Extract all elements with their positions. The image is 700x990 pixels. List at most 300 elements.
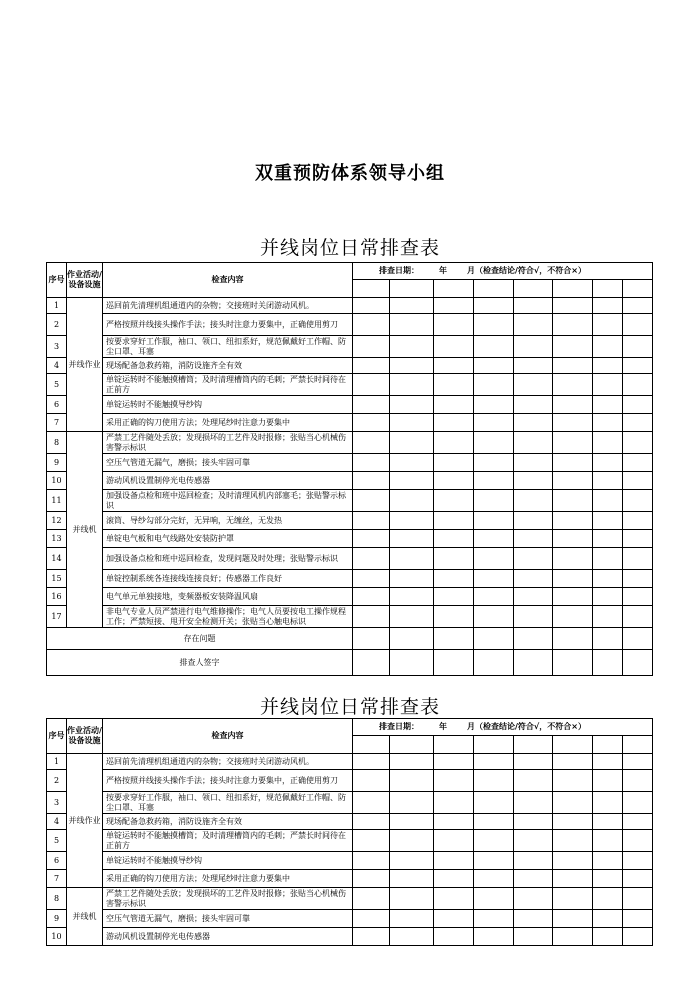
check-item: 现场配备急救药箱，消防设施齐全有效 bbox=[103, 358, 353, 374]
result-cell[interactable] bbox=[434, 792, 474, 814]
result-cell[interactable] bbox=[553, 814, 593, 830]
result-cell[interactable] bbox=[353, 814, 390, 830]
result-cell[interactable] bbox=[553, 374, 593, 396]
result-cell[interactable] bbox=[593, 570, 623, 588]
row-number: 17 bbox=[47, 606, 67, 628]
result-cell[interactable] bbox=[390, 928, 434, 946]
result-cell[interactable] bbox=[553, 792, 593, 814]
table-row bbox=[47, 754, 653, 770]
result-cell[interactable] bbox=[474, 852, 514, 870]
issues-cell[interactable] bbox=[434, 628, 474, 650]
day-header-cell[interactable] bbox=[434, 736, 474, 754]
result-cell[interactable] bbox=[514, 530, 553, 548]
result-cell[interactable] bbox=[474, 396, 514, 414]
table-row bbox=[47, 830, 653, 852]
result-cell[interactable] bbox=[553, 870, 593, 888]
issues-cell[interactable] bbox=[593, 628, 623, 650]
legend-label: （检查结论/符合√，不符合×） bbox=[475, 722, 586, 731]
seq-header: 序号 bbox=[47, 263, 67, 298]
issues-cell[interactable] bbox=[474, 628, 514, 650]
result-cell[interactable] bbox=[390, 830, 434, 852]
result-cell[interactable] bbox=[514, 928, 553, 946]
result-cell[interactable] bbox=[353, 870, 390, 888]
result-cell[interactable] bbox=[474, 358, 514, 374]
result-cell[interactable] bbox=[474, 830, 514, 852]
row-number: 10 bbox=[47, 472, 67, 490]
result-cell[interactable] bbox=[623, 374, 653, 396]
check-item: 滚筒、导纱勾部分完好，无异响，无缠丝，无发热 bbox=[103, 512, 353, 530]
row-number: 10 bbox=[47, 928, 67, 946]
result-cell[interactable] bbox=[593, 396, 623, 414]
result-cell[interactable] bbox=[353, 888, 390, 910]
result-cell[interactable] bbox=[623, 570, 653, 588]
result-cell[interactable] bbox=[474, 512, 514, 530]
result-cell[interactable] bbox=[474, 606, 514, 628]
signature-cell[interactable] bbox=[474, 650, 514, 676]
activity-group: 并线机 bbox=[67, 432, 103, 628]
result-cell[interactable] bbox=[593, 754, 623, 770]
result-cell[interactable] bbox=[553, 928, 593, 946]
result-cell[interactable] bbox=[434, 512, 474, 530]
day-header-cell[interactable] bbox=[553, 736, 593, 754]
result-cell[interactable] bbox=[553, 588, 593, 606]
issues-cell[interactable] bbox=[390, 628, 434, 650]
day-header-cell[interactable] bbox=[390, 280, 434, 298]
year-label: 年 bbox=[439, 722, 447, 731]
result-cell[interactable] bbox=[474, 298, 514, 314]
result-cell[interactable] bbox=[623, 414, 653, 432]
result-cell[interactable] bbox=[353, 414, 390, 432]
result-cell[interactable] bbox=[514, 298, 553, 314]
result-cell[interactable] bbox=[434, 548, 474, 570]
row-number: 2 bbox=[47, 770, 67, 792]
result-cell[interactable] bbox=[474, 570, 514, 588]
issues-cell[interactable] bbox=[514, 628, 553, 650]
table-row bbox=[47, 358, 653, 374]
result-cell[interactable] bbox=[514, 754, 553, 770]
result-cell[interactable] bbox=[390, 888, 434, 910]
result-cell[interactable] bbox=[434, 770, 474, 792]
result-cell[interactable] bbox=[474, 588, 514, 606]
result-cell[interactable] bbox=[434, 472, 474, 490]
result-cell[interactable] bbox=[593, 414, 623, 432]
table-row bbox=[47, 870, 653, 888]
result-cell[interactable] bbox=[390, 490, 434, 512]
result-cell[interactable] bbox=[514, 792, 553, 814]
result-cell[interactable] bbox=[474, 472, 514, 490]
result-cell[interactable] bbox=[553, 472, 593, 490]
result-cell[interactable] bbox=[474, 548, 514, 570]
result-cell[interactable] bbox=[593, 472, 623, 490]
table-row bbox=[47, 888, 653, 910]
result-cell[interactable] bbox=[353, 314, 390, 336]
legend-label: （检查结论/符合√，不符合×） bbox=[475, 266, 586, 275]
result-cell[interactable] bbox=[474, 770, 514, 792]
result-cell[interactable] bbox=[593, 530, 623, 548]
result-cell[interactable] bbox=[553, 910, 593, 928]
result-cell[interactable] bbox=[514, 490, 553, 512]
table-row bbox=[47, 770, 653, 792]
result-cell[interactable] bbox=[390, 472, 434, 490]
result-cell[interactable] bbox=[514, 606, 553, 628]
result-cell[interactable] bbox=[623, 830, 653, 852]
result-cell[interactable] bbox=[434, 314, 474, 336]
result-cell[interactable] bbox=[553, 530, 593, 548]
result-cell[interactable] bbox=[593, 374, 623, 396]
result-cell[interactable] bbox=[390, 432, 434, 454]
result-cell[interactable] bbox=[593, 606, 623, 628]
result-cell[interactable] bbox=[514, 374, 553, 396]
result-cell[interactable] bbox=[474, 414, 514, 432]
day-header-cell[interactable] bbox=[474, 280, 514, 298]
result-cell[interactable] bbox=[553, 432, 593, 454]
result-cell[interactable] bbox=[390, 770, 434, 792]
result-cell[interactable] bbox=[353, 770, 390, 792]
check-item: 游动风机设置制停光电传感器 bbox=[103, 472, 353, 490]
result-cell[interactable] bbox=[553, 358, 593, 374]
signature-cell[interactable] bbox=[514, 650, 553, 676]
result-cell[interactable] bbox=[623, 358, 653, 374]
row-number: 6 bbox=[47, 396, 67, 414]
check-item: 单锭运转时不能触摸槽筒；及时清理槽筒内的毛刺；严禁长时间待在正前方 bbox=[103, 374, 353, 396]
result-cell[interactable] bbox=[514, 830, 553, 852]
result-cell[interactable] bbox=[623, 928, 653, 946]
result-cell[interactable] bbox=[353, 336, 390, 358]
result-cell[interactable] bbox=[434, 530, 474, 548]
day-header-cell[interactable] bbox=[623, 736, 653, 754]
result-cell[interactable] bbox=[514, 888, 553, 910]
result-cell[interactable] bbox=[474, 888, 514, 910]
signature-cell[interactable] bbox=[593, 650, 623, 676]
result-cell[interactable] bbox=[474, 454, 514, 472]
result-cell[interactable] bbox=[514, 570, 553, 588]
inspection-date-header bbox=[353, 263, 653, 280]
issues-cell[interactable] bbox=[623, 628, 653, 650]
result-cell[interactable] bbox=[434, 336, 474, 358]
result-cell[interactable] bbox=[474, 432, 514, 454]
day-header-cell[interactable] bbox=[553, 280, 593, 298]
result-cell[interactable] bbox=[353, 548, 390, 570]
result-cell[interactable] bbox=[623, 454, 653, 472]
result-cell[interactable] bbox=[514, 432, 553, 454]
result-cell[interactable] bbox=[390, 570, 434, 588]
date-label: 排查日期： bbox=[379, 266, 419, 275]
result-cell[interactable] bbox=[434, 570, 474, 588]
check-item: 严禁工艺件随处丢放；发现损坏的工艺件及时报修；张贴当心机械伤害警示标识 bbox=[103, 432, 353, 454]
activity-group: 并线机 bbox=[67, 888, 103, 946]
result-cell[interactable] bbox=[474, 928, 514, 946]
result-cell[interactable] bbox=[474, 336, 514, 358]
result-cell[interactable] bbox=[593, 314, 623, 336]
month-label: 月 bbox=[467, 266, 475, 275]
signature-cell[interactable] bbox=[353, 650, 390, 676]
result-cell[interactable] bbox=[390, 606, 434, 628]
result-cell[interactable] bbox=[434, 606, 474, 628]
result-cell[interactable] bbox=[353, 754, 390, 770]
result-cell[interactable] bbox=[434, 888, 474, 910]
result-cell[interactable] bbox=[623, 606, 653, 628]
result-cell[interactable] bbox=[434, 374, 474, 396]
row-number: 16 bbox=[47, 588, 67, 606]
result-cell[interactable] bbox=[623, 888, 653, 910]
result-cell[interactable] bbox=[553, 396, 593, 414]
result-cell[interactable] bbox=[623, 770, 653, 792]
table-row bbox=[47, 374, 653, 396]
result-cell[interactable] bbox=[434, 910, 474, 928]
result-cell[interactable] bbox=[553, 414, 593, 432]
result-cell[interactable] bbox=[434, 358, 474, 374]
result-cell[interactable] bbox=[553, 888, 593, 910]
result-cell[interactable] bbox=[623, 870, 653, 888]
result-cell[interactable] bbox=[434, 928, 474, 946]
check-item: 非电气专业人员严禁进行电气维修操作；电气人员要按电工操作规程工作；严禁短接、甩开安全检测开关；张贴当心触电标识 bbox=[103, 606, 353, 628]
result-cell[interactable] bbox=[514, 314, 553, 336]
signature-cell[interactable] bbox=[434, 650, 474, 676]
result-cell[interactable] bbox=[593, 770, 623, 792]
result-cell[interactable] bbox=[623, 472, 653, 490]
result-cell[interactable] bbox=[514, 396, 553, 414]
row-number: 3 bbox=[47, 336, 67, 358]
result-cell[interactable] bbox=[593, 910, 623, 928]
result-cell[interactable] bbox=[353, 530, 390, 548]
result-cell[interactable] bbox=[353, 472, 390, 490]
result-cell[interactable] bbox=[434, 754, 474, 770]
result-cell[interactable] bbox=[623, 396, 653, 414]
result-cell[interactable] bbox=[623, 314, 653, 336]
result-cell[interactable] bbox=[553, 606, 593, 628]
row-number: 12 bbox=[47, 512, 67, 530]
result-cell[interactable] bbox=[593, 336, 623, 358]
result-cell[interactable] bbox=[390, 814, 434, 830]
result-cell[interactable] bbox=[390, 852, 434, 870]
result-cell[interactable] bbox=[553, 754, 593, 770]
result-cell[interactable] bbox=[623, 792, 653, 814]
result-cell[interactable] bbox=[353, 852, 390, 870]
day-header-cell[interactable] bbox=[353, 280, 390, 298]
result-cell[interactable] bbox=[593, 928, 623, 946]
result-cell[interactable] bbox=[474, 374, 514, 396]
day-header-cell[interactable] bbox=[474, 736, 514, 754]
result-cell[interactable] bbox=[434, 870, 474, 888]
result-cell[interactable] bbox=[390, 870, 434, 888]
result-cell[interactable] bbox=[514, 472, 553, 490]
result-cell[interactable] bbox=[593, 830, 623, 852]
result-cell[interactable] bbox=[623, 432, 653, 454]
result-cell[interactable] bbox=[593, 432, 623, 454]
result-cell[interactable] bbox=[593, 588, 623, 606]
result-cell[interactable] bbox=[434, 490, 474, 512]
result-cell[interactable] bbox=[514, 910, 553, 928]
issues-cell[interactable] bbox=[353, 628, 390, 650]
day-header-cell[interactable] bbox=[514, 736, 553, 754]
result-cell[interactable] bbox=[514, 588, 553, 606]
result-cell[interactable] bbox=[623, 588, 653, 606]
result-cell[interactable] bbox=[553, 512, 593, 530]
result-cell[interactable] bbox=[434, 298, 474, 314]
result-cell[interactable] bbox=[553, 830, 593, 852]
result-cell[interactable] bbox=[593, 870, 623, 888]
result-cell[interactable] bbox=[593, 512, 623, 530]
result-cell[interactable] bbox=[390, 396, 434, 414]
result-cell[interactable] bbox=[353, 396, 390, 414]
result-cell[interactable] bbox=[434, 432, 474, 454]
table-row bbox=[47, 414, 653, 432]
table-row bbox=[47, 814, 653, 830]
result-cell[interactable] bbox=[514, 548, 553, 570]
result-cell[interactable] bbox=[474, 792, 514, 814]
result-cell[interactable] bbox=[514, 814, 553, 830]
result-cell[interactable] bbox=[553, 548, 593, 570]
result-cell[interactable] bbox=[390, 530, 434, 548]
result-cell[interactable] bbox=[390, 336, 434, 358]
check-item: 游动风机设置制停光电传感器 bbox=[103, 928, 353, 946]
year-label: 年 bbox=[439, 266, 447, 275]
result-cell[interactable] bbox=[623, 512, 653, 530]
day-header-cell[interactable] bbox=[434, 280, 474, 298]
sheet-title-2: 并线岗位日常排查表 bbox=[259, 696, 440, 718]
table-row bbox=[47, 472, 653, 490]
result-cell[interactable] bbox=[474, 814, 514, 830]
inspection-table-2 bbox=[46, 718, 653, 946]
check-item: 现场配备急救药箱，消防设施齐全有效 bbox=[103, 814, 353, 830]
month-label: 月 bbox=[467, 722, 475, 731]
result-cell[interactable] bbox=[434, 588, 474, 606]
result-cell[interactable] bbox=[434, 414, 474, 432]
result-cell[interactable] bbox=[474, 910, 514, 928]
result-cell[interactable] bbox=[593, 358, 623, 374]
result-cell[interactable] bbox=[623, 336, 653, 358]
result-cell[interactable] bbox=[514, 870, 553, 888]
issues-cell[interactable] bbox=[553, 628, 593, 650]
result-cell[interactable] bbox=[474, 754, 514, 770]
check-item: 按要求穿好工作服，袖口、领口、纽扣系好，规范佩戴好工作帽、防尘口罩、耳塞 bbox=[103, 792, 353, 814]
row-number: 8 bbox=[47, 432, 67, 454]
result-cell[interactable] bbox=[514, 414, 553, 432]
result-cell[interactable] bbox=[390, 358, 434, 374]
result-cell[interactable] bbox=[623, 814, 653, 830]
day-header-cell[interactable] bbox=[593, 280, 623, 298]
check-item: 电气单元单独接地，变频器板安装降温风扇 bbox=[103, 588, 353, 606]
result-cell[interactable] bbox=[553, 454, 593, 472]
result-cell[interactable] bbox=[593, 548, 623, 570]
check-item: 严格按照并线接头操作手法；接头时注意力要集中，正确使用剪刀 bbox=[103, 770, 353, 792]
result-cell[interactable] bbox=[390, 314, 434, 336]
result-cell[interactable] bbox=[353, 298, 390, 314]
signature-cell[interactable] bbox=[390, 650, 434, 676]
day-header-cell[interactable] bbox=[390, 736, 434, 754]
result-cell[interactable] bbox=[434, 830, 474, 852]
result-cell[interactable] bbox=[623, 548, 653, 570]
result-cell[interactable] bbox=[474, 314, 514, 336]
result-cell[interactable] bbox=[353, 570, 390, 588]
result-cell[interactable] bbox=[353, 588, 390, 606]
result-cell[interactable] bbox=[434, 814, 474, 830]
result-cell[interactable] bbox=[623, 490, 653, 512]
result-cell[interactable] bbox=[593, 490, 623, 512]
result-cell[interactable] bbox=[353, 792, 390, 814]
result-cell[interactable] bbox=[593, 792, 623, 814]
signature-cell[interactable] bbox=[623, 650, 653, 676]
result-cell[interactable] bbox=[390, 548, 434, 570]
result-cell[interactable] bbox=[353, 358, 390, 374]
result-cell[interactable] bbox=[514, 770, 553, 792]
result-cell[interactable] bbox=[623, 530, 653, 548]
result-cell[interactable] bbox=[623, 852, 653, 870]
result-cell[interactable] bbox=[353, 432, 390, 454]
day-header-cell[interactable] bbox=[514, 280, 553, 298]
result-cell[interactable] bbox=[553, 314, 593, 336]
result-cell[interactable] bbox=[390, 454, 434, 472]
result-cell[interactable] bbox=[434, 396, 474, 414]
result-cell[interactable] bbox=[623, 754, 653, 770]
activity-group: 并线作业 bbox=[67, 298, 103, 432]
result-cell[interactable] bbox=[623, 298, 653, 314]
result-cell[interactable] bbox=[353, 928, 390, 946]
result-cell[interactable] bbox=[434, 454, 474, 472]
result-cell[interactable] bbox=[593, 852, 623, 870]
result-cell[interactable] bbox=[593, 298, 623, 314]
result-cell[interactable] bbox=[474, 530, 514, 548]
result-cell[interactable] bbox=[593, 888, 623, 910]
result-cell[interactable] bbox=[593, 454, 623, 472]
result-cell[interactable] bbox=[514, 852, 553, 870]
result-cell[interactable] bbox=[623, 910, 653, 928]
signature-cell[interactable] bbox=[553, 650, 593, 676]
result-cell[interactable] bbox=[353, 490, 390, 512]
result-cell[interactable] bbox=[553, 298, 593, 314]
result-cell[interactable] bbox=[474, 490, 514, 512]
result-cell[interactable] bbox=[390, 792, 434, 814]
check-item: 严禁工艺件随处丢放；发现损坏的工艺件及时报修；张贴当心机械伤害警示标识 bbox=[103, 888, 353, 910]
check-item: 单锭控制系统各连接线连接良好；传感器工作良好 bbox=[103, 570, 353, 588]
check-item: 严格按照并线接头操作手法；接头时注意力要集中，正确使用剪刀 bbox=[103, 314, 353, 336]
result-cell[interactable] bbox=[390, 298, 434, 314]
result-cell[interactable] bbox=[353, 830, 390, 852]
result-cell[interactable] bbox=[553, 490, 593, 512]
result-cell[interactable] bbox=[353, 512, 390, 530]
result-cell[interactable] bbox=[390, 414, 434, 432]
result-cell[interactable] bbox=[390, 754, 434, 770]
result-cell[interactable] bbox=[553, 336, 593, 358]
result-cell[interactable] bbox=[474, 870, 514, 888]
result-cell[interactable] bbox=[553, 570, 593, 588]
day-header-cell[interactable] bbox=[623, 280, 653, 298]
check-item: 按要求穿好工作服，袖口、领口、纽扣系好，规范佩戴好工作帽、防尘口罩、耳塞 bbox=[103, 336, 353, 358]
result-cell[interactable] bbox=[390, 588, 434, 606]
day-header-cell[interactable] bbox=[593, 736, 623, 754]
result-cell[interactable] bbox=[593, 814, 623, 830]
result-cell[interactable] bbox=[390, 374, 434, 396]
result-cell[interactable] bbox=[514, 454, 553, 472]
result-cell[interactable] bbox=[353, 374, 390, 396]
result-cell[interactable] bbox=[514, 358, 553, 374]
result-cell[interactable] bbox=[353, 606, 390, 628]
result-cell[interactable] bbox=[390, 512, 434, 530]
result-cell[interactable] bbox=[553, 852, 593, 870]
result-cell[interactable] bbox=[353, 454, 390, 472]
result-cell[interactable] bbox=[553, 770, 593, 792]
day-header-cell[interactable] bbox=[353, 736, 390, 754]
table-row bbox=[47, 454, 653, 472]
result-cell[interactable] bbox=[514, 512, 553, 530]
result-cell[interactable] bbox=[514, 336, 553, 358]
table-row bbox=[47, 852, 653, 870]
result-cell[interactable] bbox=[353, 910, 390, 928]
row-number: 3 bbox=[47, 792, 67, 814]
check-item: 单锭运转时不能触摸槽筒；及时清理槽筒内的毛刺；严禁长时间待在正前方 bbox=[103, 830, 353, 852]
result-cell[interactable] bbox=[434, 852, 474, 870]
result-cell[interactable] bbox=[390, 910, 434, 928]
